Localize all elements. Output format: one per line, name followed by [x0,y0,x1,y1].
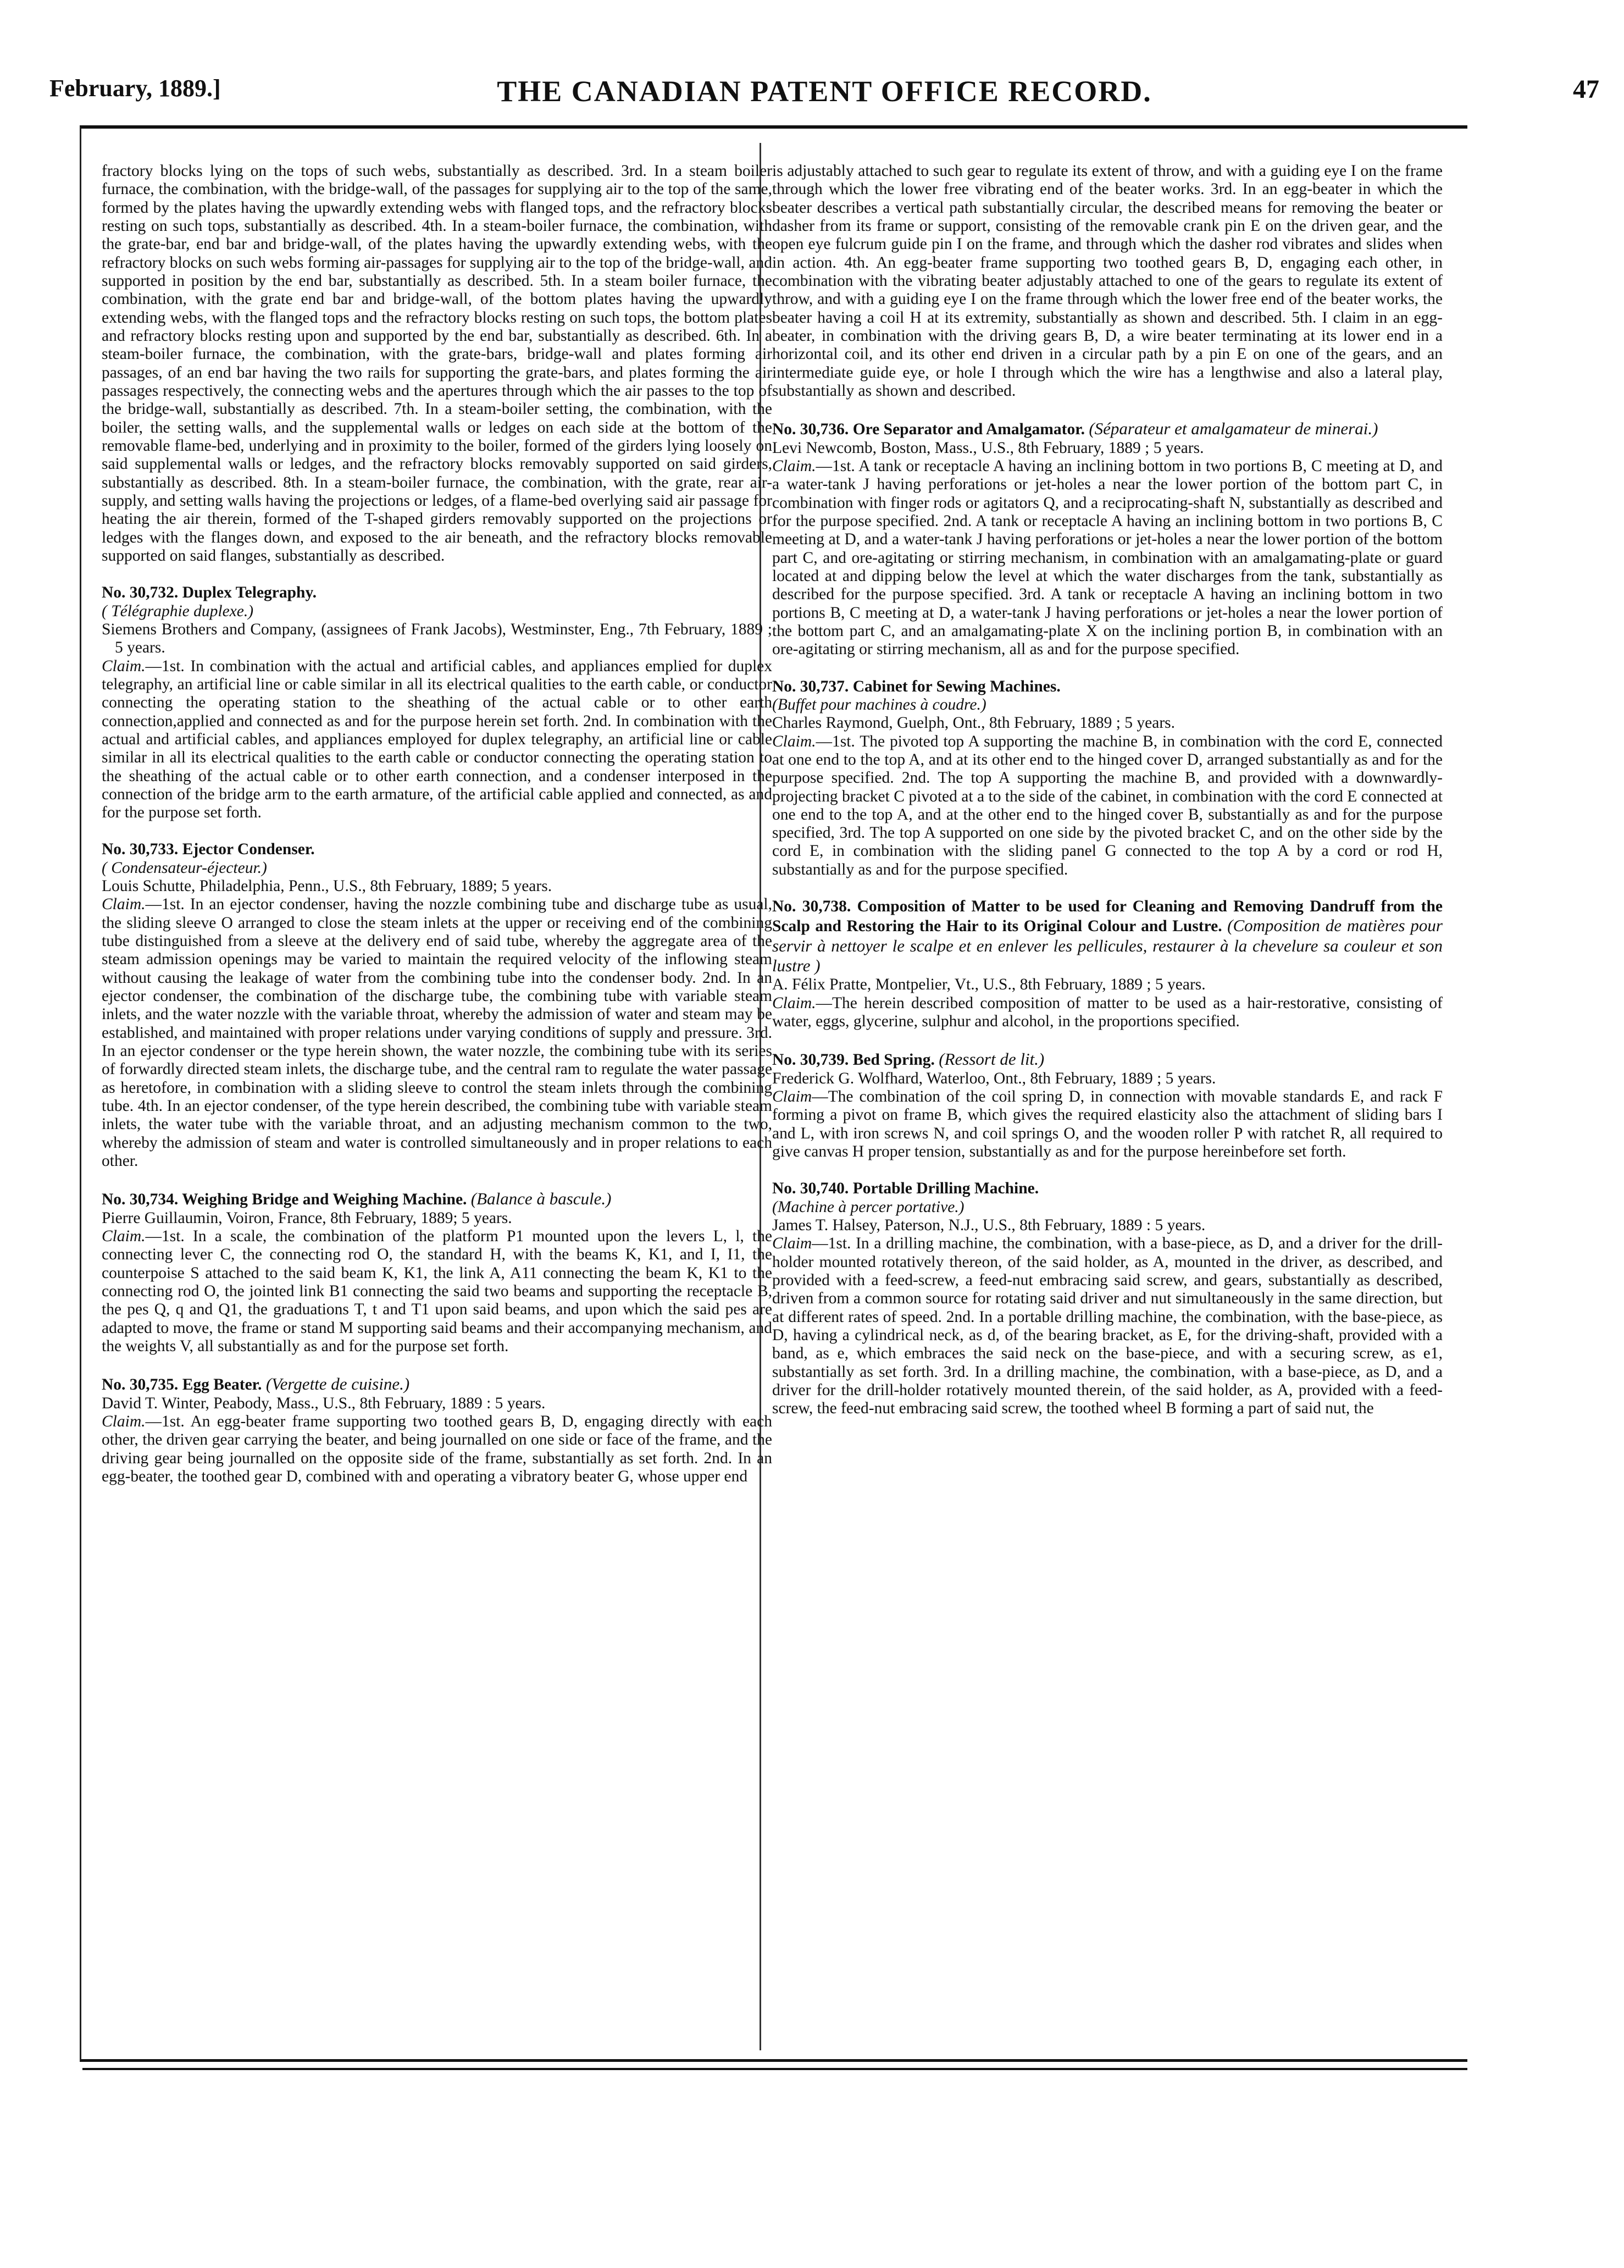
patent-heading [772,1180,1443,1198]
patent-french-title: ( Télégraphie duplexe.) [102,602,254,620]
claim-body: —The herein described composition of matter to be used as a hair-restorative, consisting of water, eggs, glycerine, sulphur and alcohol, in the proportions specified. [772,994,1443,1031]
patent-french-title: (Séparateur et amalgamateur de minerai.) [1089,419,1378,439]
claim-label: Claim. [102,1413,146,1430]
claim-text [102,1227,772,1356]
claim-body: —1st. A tank or receptacle A having an inclining bottom in two portions B, C meeting at D, and a water-tank J having perforations or jet-holes a near the lower portion of the bottom part C, in combination with finger rods or agitators Q, and a reciprocating-shaft N, substantially as described and for the purpose specified. 2nd. A tank or receptacle A having an inclining bottom in two portions B, C meeting at D, and a water-tank J having perforations or jet-holes a near the lower portion of the bottom part C, and ore-agitating or stirring mechanism, in combination with an amalgamating-plate or guard located at and dipping below the level at which the water discharges from the tank, substantially as described for the purpose specified. 3rd. A tank or receptacle A having an inclining bottom in two portions B, C meeting at D, a water-tank J having perforations or jet-holes a near the lower portion of the bottom part C, and an amalgamating-plate X on the inclining portion B, in combination with an ore-agitating or stirring mechanism, all as and for the purpose specified. [772,457,1443,659]
patent-entry [102,840,772,1170]
patentee-line: A. Félix Pratte, Montpelier, Vt., U.S., 8th February, 1889 ; 5 years. [772,976,1206,994]
claim-body: —1st. An egg-beater frame supporting two toothed gears B, D, engaging directly with each other, the driven gear carrying the beater, and being journalled on one side or face of the frame, and the driving gear being journalled on the opposite side of the frame, substantially as set forth. 2nd. In an egg-beater, the toothed gear D, combined with and operating a vibratory beater G, whose upper end [102,1413,772,1485]
claim-label: Claim [772,1235,812,1253]
patent-number: No. 30,732. [102,584,179,602]
claim-label: Claim. [772,457,816,475]
claim-body: —1st. In combination with the actual and artificial cables, and appliances emplied for duplex telegraphy, an artificial line or cable similar in all its electrical qualities to the earth cable, or conductor connecting the operating station to the sheathing of the actual cable or to other earth connection,applied and connected as and for the purpose herein set forth. 2nd. In combination with the actual and artificial cables, and appliances employed for duplex telegraphy, an artificial line or cable similar in all its electrical qualities to the earth cable or conductor connecting the operating station to the sheathing of the actual cable or to other earth connection, and a condenser interposed in the connection of the bridge arm to the earth armature, of the artificial cable applied and connected, as and for the purpose set forth. [102,657,772,822]
claim-text [772,733,1443,879]
patent-entry [102,1374,772,1486]
patent-title: Cabinet for Sewing Machines. [852,677,1061,695]
patent-entry [772,1180,1443,1418]
patent-entry [772,898,1443,1031]
patentee-line: Siemens Brothers and Company, (assignees of Frank Jacobs), Westminster, Eng., 7th February, 1889 ; 5 years. [102,620,772,657]
patent-french-title: (Machine à percer portative.) [772,1198,965,1216]
patent-entry [772,678,1443,879]
claim-text [102,657,772,822]
patent-title: Ore Separator and Amalgamator. [852,421,1085,439]
claim-text [102,895,772,1170]
patent-entry [772,419,1443,659]
header-title: THE CANADIAN PATENT OFFICE RECORD. [497,75,1152,108]
patent-french-title: (Vergette de cuisine.) [265,1374,410,1394]
patent-french-title: ( Condensateur-éjecteur.) [102,859,267,877]
claim-label: Claim. [102,657,146,675]
claim-body: —1st. In a scale, the combination of the platform P1 mounted upon the levers L, l, the connecting lever C, the connecting rod O, the standard H, with the beams K, K1, and I, I1, the counterpoise S attached to the said beam K, K1, the link A, A11 connecting the beam K, K1 to the connecting rod O, the jointed link B1 connecting the said two beams and supporting the receptacle B, the pes Q, q and Q1, the graduations T, t and T1 upon said beams, and upon which the said pes are adapted to move, the frame or stand M supporting said beams and their accompanying mechanism, and the weights V, all substantially as and for the purpose set forth. [102,1227,772,1356]
patent-number: No. 30,738. [772,898,851,916]
right-column [772,162,1443,2053]
patent-french-title: (Composition de matières pour servir à nettoyer le scalpe et en enlever les pellicules, restaurer à la chevelure sa couleur et son lustre ) [772,916,1443,976]
header-date: February, 1889.] [49,75,221,102]
patent-title: Duplex Telegraphy. [182,584,317,602]
patentee-line: Levi Newcomb, Boston, Mass., U.S., 8th February, 1889 ; 5 years. [772,439,1204,457]
claim-text [772,1235,1443,1418]
patent-heading [772,898,1443,976]
page-header [49,74,1599,113]
claim-label: Claim. [102,895,146,914]
continuation-text: fractory blocks lying on the tops of such webs, substantially as described. 3rd. In a steam boiler furnace, the combination, with the bridge-wall, of the passages for supplying air to the top of the same, formed by the plates having the upwardly extending webs with flanged tops, and the refractory blocks resting on such tops, substantially as described. 4th. In a steam-boiler furnace, the combination, with the grate-bar, end bar and bridge-wall, of the plates having the upwardly extending webs, with the refractory blocks on such webs forming air-passages for supplying air to the top of the bridge-wall, and supported in position by the end bar, substantially as described. 5th. In a steam boiler furnace, the combination, with the grate end bar and bridge-wall, of the bottom plates having the upwardly extending webs, with the flanged tops and the refractory blocks resting on such tops, the bottom plates and refractory blocks resting upon and supported by the end bar, substantially as described. 6th. In a steam-boiler furnace, the combination, with the grate-bars, bridge-wall and plates forming air passages, of an end bar having the two rails for supporting the grate-bars, and plates forming the air passages respectively, the connecting webs and the apertures through which the air passes to the top of the bridge-wall, substantially as described. 7th. In a steam-boiler setting, the combination, with the boiler, the setting walls, and the supplemental walls or ledges on each side at the bottom of the removable flame-bed, underlying and in proximity to the boiler, formed of the girders lying loosely on said supplemental walls or ledges, and the refractory blocks removably supported on said girders, substantially as described. 8th. In a steam-boiler furnace, the combination, with the grate, rear air-supply, and setting walls having the projections or ledges, of a flame-bed overlying said air passage for heating the air therein, formed of the T-shaped girders removably supported on the projections or ledges with the flanges down, and exposed to the air beneath, and the refractory blocks removable supported on said flanges, substantially as described. [102,162,772,565]
patent-number: No. 30,735. [102,1376,179,1394]
patent-french-title: (Buffet pour machines à coudre.) [772,695,986,713]
patent-french-title: (Balance à bascule.) [470,1189,612,1209]
bottom-rule [82,2068,1467,2070]
patent-entry [772,1049,1443,1161]
patentee-line: Charles Raymond, Guelph, Ont., 8th February, 1889 ; 5 years. [772,714,1176,732]
claim-text [772,1088,1443,1161]
claim-text [772,994,1443,1031]
patentee-line: David T. Winter, Peabody, Mass., U.S., 8th February, 1889 : 5 years. [102,1394,546,1412]
patent-number: No. 30,739. [772,1051,849,1069]
patent-number: No. 30,734. [102,1191,179,1209]
patent-title: Ejector Condenser. [182,840,315,859]
patent-number: No. 30,740. [772,1180,849,1198]
claim-label: Claim. [102,1227,146,1246]
patent-title: Weighing Bridge and Weighing Machine. [182,1191,467,1209]
patent-number: No. 30,733. [102,840,179,859]
page-number: 47 [1573,75,1599,104]
patent-title: Bed Spring. [852,1051,935,1069]
patent-title: Portable Drilling Machine. [852,1180,1039,1198]
patentee-line: Pierre Guillaumin, Voiron, France, 8th February, 1889; 5 years. [102,1209,512,1227]
patent-french-title: (Ressort de lit.) [939,1049,1045,1069]
left-column [102,162,772,2053]
continuation-text: is adjustably attached to such gear to regulate its extent of throw, and with a guiding eye I on the frame through which the lower free vibrating end of the beater works. 3rd. In an egg-beater in which the beater describes a vertical path substantially circular, the described means for removing the beater or dasher from its frame or support, consisting of the removable crank pin E on the driven gear, and the open eye fulcrum guide pin I on the frame, and through which the dasher rod vibrates and slides when in action. 4th. An egg-beater frame supporting two toothed gears B, D, engaging each other, in combination with the vibrating beater adjustably attached to one of the gears to regulate its extent of throw, and with a guiding eye I on the frame through which the lower free end of the beater works, the beater having a coil H at its extremity, substantially as shown and described. 5th. I claim in an egg-beater, in combination with the driving gears B, D, a wire beater terminating at its lower end in a horizontal coil, and its other end driven in a circular path by a pin E on one of the gears, and an intermediate guide eye, or hole I through which the wire has a lengthwise and also a lateral play, substantially as shown and described. [772,162,1443,400]
patent-heading [772,1049,1443,1069]
claim-label: Claim. [772,732,816,750]
patent-number: No. 30,737. [772,677,849,695]
patent-heading [772,678,1443,696]
patent-number: No. 30,736. [772,421,849,439]
claim-body: —1st. The pivoted top A supporting the machine B, in combination with the cord E, connected at one end to the top A, and at its other end to the hinged cover D, arranged substantially as and for the purpose specified. 2nd. The top A supporting the machine B, and provided with a downwardly-projecting bracket C pivoted at a to the side of the cabinet, in combination with the cord E connected at one end to the top A, and at the other end to the hinged cover B, substantially as and for the purpose specified, 3rd. The top A supported on one side by the pivoted bracket C, and on the other side by the cord E, in combination with the sliding panel G connected to the top A by a cord or rod H, substantially as and for the purpose specified. [772,732,1443,878]
claim-text [772,457,1443,659]
patent-heading [102,840,772,859]
claim-body: —1st. In a drilling machine, the combination, with a base-piece, as D, and a driver for the drill-holder mounted rotatively thereon, of the said holder, as A, mounted in the driver, as described, and provided with a feed-screw, a feed-nut embracing said screw, and gears, substantially as described, driven from a common source for rotating said driver and nut simultaneously in the same direction, but at different rates of speed. 2nd. In a portable drilling machine, the combination, with the base-piece, as D, having a cylindrical neck, as d, of the bearing bracket, as E, for the driving-shaft, provided with a band, as e, which embraces the said neck on the base-piece, and with a securing screw, as e1, substantially as set forth. 3rd. In a drilling machine, the combination, with a base-piece, as D, and a driver for the drill-holder rotatively mounted therein, of the said holder, as A, provided with a feed-screw, the feed-nut embracing said screw, the toothed wheel B forming a part of said nut, the [772,1235,1443,1418]
patentee-line: Frederick G. Wolfhard, Waterloo, Ont., 8th February, 1889 ; 5 years. [772,1069,1216,1087]
patentee-line: Louis Schutte, Philadelphia, Penn., U.S., 8th February, 1889; 5 years. [102,877,552,895]
patent-heading [102,1374,772,1394]
patent-title: Composition of Matter to be used for Cleaning and Removing Dandruff from the Scalp and Restoring the Hair to its Original Colour and Lustre. [772,898,1443,936]
claim-body: —1st. In an ejector condenser, having the nozzle combining tube and discharge tube as usual, the sliding sleeve O arranged to close the steam inlets at the upper or receiving end of the combining tube distinguished from a sleeve at the delivery end of said tube, whereby the aggregate area of the steam admission openings may be varied to maintain the required velocity of the inflowing steam without causing the leakage of water from the combining tube into the condenser body. 2nd. In an ejector condenser, the combination of the discharge tube, the combining tube with variable steam inlets, and the water nozzle with the variable throat, whereby the admission of water and steam may be established, and maintained with proper relations under varying conditions of supply and pressure. 3rd. In an ejector condenser or the type herein shown, the water nozzle, the combining tube with its series of forwardly directed steam inlets, the discharge tube, and the central ram to regulate the water passage as heretofore, in combination with a sliding sleeve to control the steam inlets through the combining tube. 4th. In an ejector condenser, of the type herein described, the combining tube with variable steam inlets, the water tube with the variable throat, and an adjusting mechanism common to the two, whereby the admission of steam and water is controlled simultaneously and in proper relations to each other. [102,895,772,1170]
patent-title: Egg Beater. [182,1376,262,1394]
claim-label: Claim [772,1088,812,1106]
patentee-line: James T. Halsey, Paterson, N.J., U.S., 8th February, 1889 : 5 years. [772,1216,1206,1235]
patent-entry [102,584,772,822]
claim-body: —The combination of the coil spring D, in connection with movable standards E, and rack F forming a pivot on frame B, which gives the required elasticity also the attachment of sliding bars I and L, with iron screws N, and coil springs O, and the wooden roller P with ratchet R, all required to give canvas H proper tension, substantially as and for the purpose hereinbefore set forth. [772,1088,1443,1161]
claim-text [102,1413,772,1486]
patent-heading [772,419,1443,439]
patent-heading [102,1189,772,1209]
patent-heading [102,584,772,602]
patent-entry [102,1189,772,1356]
claim-label: Claim. [772,994,816,1012]
